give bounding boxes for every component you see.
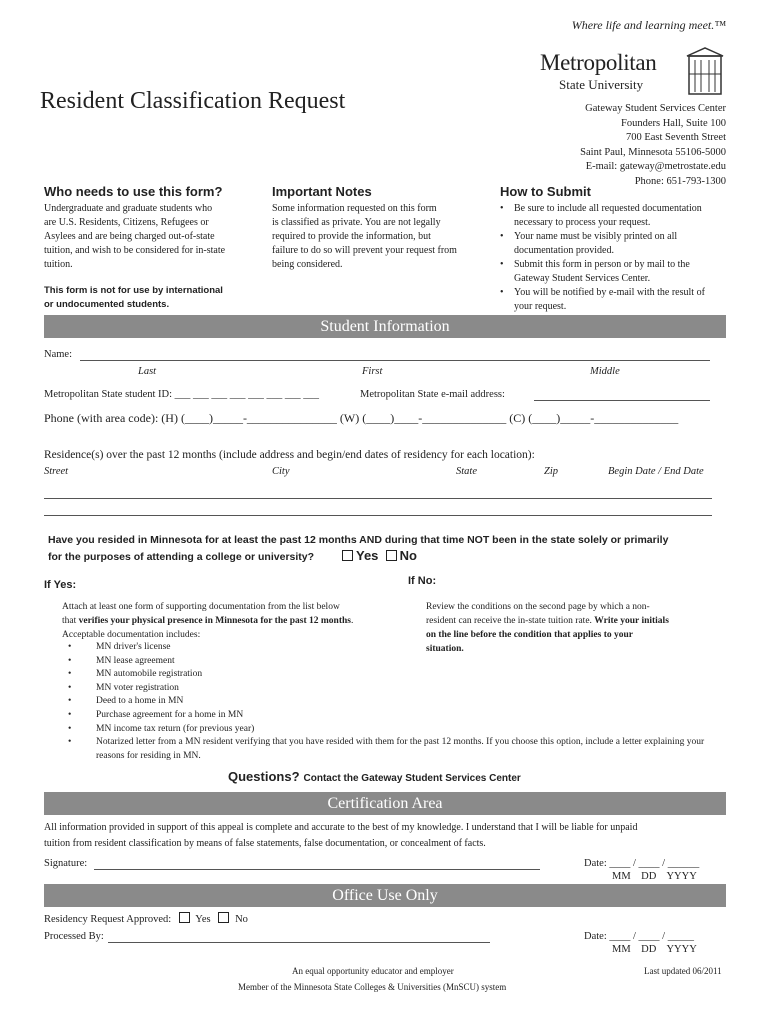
if-no-text [426,600,669,656]
cert-date-caption: MM DD YYYY [612,871,697,882]
name-first-caption: First [362,366,383,377]
mn-question-line1: Have you resided in Minnesota for at least the past 12 months AND during that time NOT been in the state solely or primarily [48,534,669,546]
text-line: tuition from resident classification by means of false statements, false documentation, or concealment of facts. [44,838,486,849]
text-line: Review the conditions on the second page by which a non- [426,602,650,612]
text-fragment: . [350,616,354,626]
list-item: • Deed to a home in MN [62,695,712,709]
certification-text [44,820,637,852]
list-item: • MN income tax return (for previous year) [62,723,712,737]
text-line: failure to do so will prevent your request from [272,245,457,256]
col-zip: Zip [544,466,559,477]
email-field[interactable] [534,400,710,401]
approved-row [44,912,248,925]
name-last-caption: Last [138,366,157,377]
list-item: • Your name must be visibly printed on all documentation provided. [496,230,708,258]
text-line: Acceptable documentation includes: [62,630,201,640]
processed-field[interactable] [108,942,490,943]
text-line: This form is not for use by international [44,285,223,296]
col-street: Street [44,466,69,477]
col-state: State [456,466,477,477]
certification-banner: Certification Area [44,792,726,815]
if-yes-heading: If Yes: [44,579,77,591]
contact-line: Gateway Student Services Center [585,103,726,114]
text-line [426,614,669,628]
contact-phone: Phone: 651-793-1300 [634,175,726,187]
text-line: are U.S. Residents, Citizens, Refugees or [44,217,209,228]
who-heading: Who needs to use this form? [44,184,223,199]
building-logo-icon [685,46,725,96]
footer-eeo: An equal opportunity educator and employer [292,966,454,976]
text-fragment: that [62,616,79,626]
col-city: City [272,466,290,477]
notes-heading: Important Notes [272,184,372,199]
contact-line: Founders Hall, Suite 100 [621,117,726,129]
list-item: • You will be notified by e-mail with the result of your request. [496,286,708,314]
list-item: • MN voter registration [62,682,712,696]
text-line: tuition, and wish to be considered for in-state [44,245,226,256]
last-updated: Last updated 06/2011 [644,966,722,976]
yes-checkbox[interactable] [342,550,353,561]
no-checkbox[interactable] [386,550,397,561]
submit-heading: How to Submit [500,184,591,199]
name-middle-caption: Middle [590,366,620,377]
who-note [44,284,223,312]
list-item: • Be sure to include all requested documentation necessary to process your request. [496,202,708,230]
text-line: is classified as private. You are not legally [272,217,441,228]
text-line: Undergraduate and graduate students who [44,203,213,214]
text-line: situation. [426,644,464,654]
text-fragment: resident can receive the in-state tuition rate. [426,616,595,626]
approved-yes-checkbox[interactable] [179,912,190,923]
text-line: Some information requested on this form [272,203,437,214]
yes-label: Yes [356,548,379,563]
signature-label: Signature: [44,858,88,869]
text-line: being considered. [272,259,343,270]
col-dates: Begin Date / End Date [608,466,704,477]
approved-no-checkbox[interactable] [218,912,229,923]
contact-block [580,102,726,189]
approved-label: Residency Request Approved: [44,914,172,925]
mn-question-line2: for the purposes of attending a college or university? [48,551,315,563]
processed-label: Processed By: [44,931,104,942]
text-line [62,614,353,628]
name-field[interactable] [80,360,710,361]
text-line: Asylees and are being charged out-of-state [44,231,215,242]
list-item: • Notarized letter from a MN resident verifying that you have resided with them for the past 12 months. If you choose this option, include a letter explaining your reasons for residing in MN. [62,736,712,763]
contact-line: 700 East Seventh Street [625,132,726,143]
email-label: Metropolitan State e-mail address: [360,389,505,400]
logo-name: Metropolitan [540,50,657,75]
phone-fields[interactable]: Phone (with area code): (H) (____)_____-_______________ (W) (____)____-______________ (C) (____)_____-______________ [44,411,679,425]
text-line: tuition. [44,259,73,270]
contact-email: E-mail: gateway@metrostate.edu [585,161,726,172]
office-use-banner: Office Use Only [44,884,726,907]
notes-text [272,202,457,272]
text-line: Attach at least one form of supporting documentation from the list below [62,602,340,612]
residence-line-2[interactable] [44,515,712,516]
signature-field[interactable] [94,869,540,870]
logo-subtitle: State University [559,77,644,92]
office-date-field[interactable]: Date: ____ / ____ / _____ [584,931,694,942]
list-item: • MN lease agreement [62,655,712,669]
approved-yes-label: Yes [195,914,211,925]
contact-line: Saint Paul, Minnesota 55106-5000 [580,146,726,158]
residence-label: Residence(s) over the past 12 months (include address and begin/end dates of residency for each location): [44,449,535,461]
student-info-banner: Student Information [44,315,726,338]
name-label: Name: [44,349,72,360]
list-item: • MN automobile registration [62,668,712,682]
mn-answer [342,548,417,563]
questions-contact: Contact the Gateway Student Services Center [303,773,521,784]
list-item: • Purchase agreement for a home in MN [62,709,712,723]
list-item: • MN driver's license [62,641,712,655]
no-label: No [399,548,417,563]
cert-date-field[interactable]: Date: ____ / ____ / ______ [584,858,700,869]
questions-label: Questions? [228,769,300,784]
text-emphasis: verifies your physical presence in Minnesota for the past 12 months [78,616,351,626]
residence-line-1[interactable] [44,498,712,499]
documentation-list [62,641,712,763]
footer-mnscu: Member of the Minnesota State Colleges & Universities (MnSCU) system [238,982,507,992]
submit-list [496,202,708,314]
text-line: or undocumented students. [44,299,170,310]
office-date-caption: MM DD YYYY [612,944,697,955]
student-id-field[interactable]: Metropolitan State student ID: ___ ___ ___ ___ ___ ___ ___ ___ [44,389,320,400]
if-yes-text [62,600,353,642]
questions-line [228,768,521,786]
approved-no-label: No [235,914,248,925]
text-line: on the line before the condition that applies to your [426,630,633,640]
who-text [44,202,225,272]
text-line: All information provided in support of this appeal is complete and accurate to the best of my knowledge. I understand that I will be liable for unpaid [44,822,638,833]
tagline: Where life and learning meet.™ [571,18,726,32]
if-no-heading: If No: [408,575,437,587]
list-item: • Submit this form in person or by mail to the Gateway Student Services Center. [496,258,708,286]
text-line: required to provide the information, but [272,231,431,242]
page-title: Resident Classification Request [40,88,346,114]
text-emphasis: Write your initials [594,616,669,626]
